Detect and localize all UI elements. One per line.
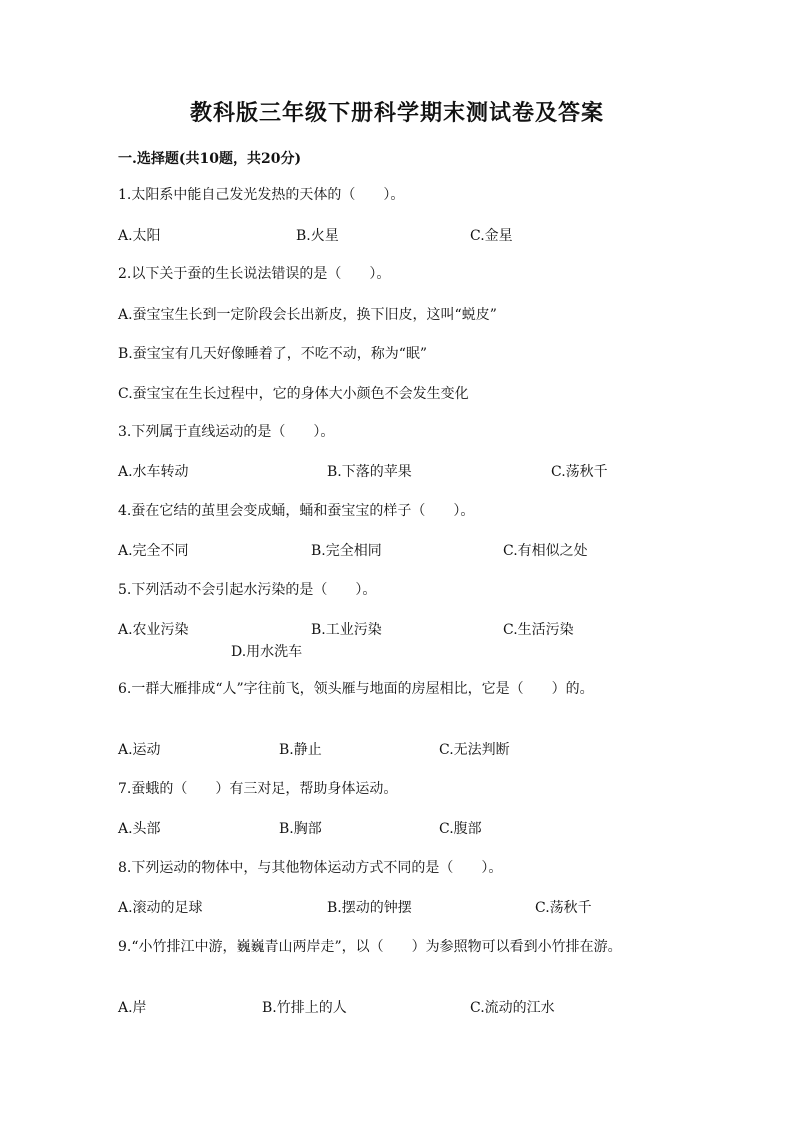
question-3: 3.下列属于直线运动的是（ ）。	[118, 424, 335, 440]
q2-option-a: A.蚕宝宝生长到一定阶段会长出新皮，换下旧皮，这叫“蜕皮”	[118, 307, 497, 323]
question-2: 2.以下关于蚕的生长说法错误的是（ ）。	[118, 266, 391, 282]
q1-option-a: A.太阳	[118, 228, 161, 244]
q5-option-c: C.生活污染	[503, 622, 574, 638]
section-heading: 一.选择题(共10题，共20分)	[118, 151, 302, 167]
q5-option-d: D.用水洗车	[231, 644, 303, 660]
question-7: 7.蚕蛾的（ ）有三对足，帮助身体运动。	[118, 781, 398, 797]
q9-option-a: A.岸	[118, 1000, 147, 1016]
q3-option-c: C.荡秋千	[551, 464, 608, 480]
page-title: 教科版三年级下册科学期末测试卷及答案	[189, 100, 604, 126]
q3-option-a: A.水车转动	[118, 464, 189, 480]
q4-option-a: A.完全不同	[118, 543, 189, 559]
q7-option-a: A.头部	[118, 821, 161, 837]
q7-option-b: B.胸部	[279, 821, 322, 837]
question-6: 6.一群大雁排成“人”字往前飞，领头雁与地面的房屋相比，它是（ ）的。	[118, 681, 594, 697]
q9-option-b: B.竹排上的人	[262, 1000, 347, 1016]
q5-option-b: B.工业污染	[311, 622, 382, 638]
question-9: 9.“小竹排江中游，巍巍青山两岸走”，以（ ）为参照物可以看到小竹排在游。	[118, 939, 622, 955]
q4-option-b: B.完全相同	[311, 543, 382, 559]
q2-option-b: B.蚕宝宝有几天好像睡着了，不吃不动，称为“眠”	[118, 346, 428, 362]
q4-option-c: C.有相似之处	[503, 543, 588, 559]
question-5: 5.下列活动不会引起水污染的是（ ）。	[118, 582, 377, 598]
q6-option-a: A.运动	[118, 742, 161, 758]
q7-option-c: C.腹部	[439, 821, 482, 837]
q1-option-c: C.金星	[470, 228, 513, 244]
q8-option-b: B.摆动的钟摆	[327, 900, 412, 916]
q9-option-c: C.流动的江水	[470, 1000, 555, 1016]
question-8: 8.下列运动的物体中，与其他物体运动方式不同的是（ ）。	[118, 860, 503, 876]
question-4: 4.蚕在它结的茧里会变成蛹，蛹和蚕宝宝的样子（ ）。	[118, 503, 475, 519]
q8-option-c: C.荡秋千	[535, 900, 592, 916]
q2-option-c: C.蚕宝宝在生长过程中，它的身体大小颜色不会发生变化	[118, 386, 469, 402]
q6-option-c: C.无法判断	[439, 742, 510, 758]
q6-option-b: B.静止	[279, 742, 322, 758]
question-1: 1.太阳系中能自己发光发热的天体的（ ）。	[118, 187, 405, 203]
q8-option-a: A.滚动的足球	[118, 900, 203, 916]
q5-option-a: A.农业污染	[118, 622, 189, 638]
q1-option-b: B.火星	[296, 228, 339, 244]
q3-option-b: B.下落的苹果	[327, 464, 412, 480]
